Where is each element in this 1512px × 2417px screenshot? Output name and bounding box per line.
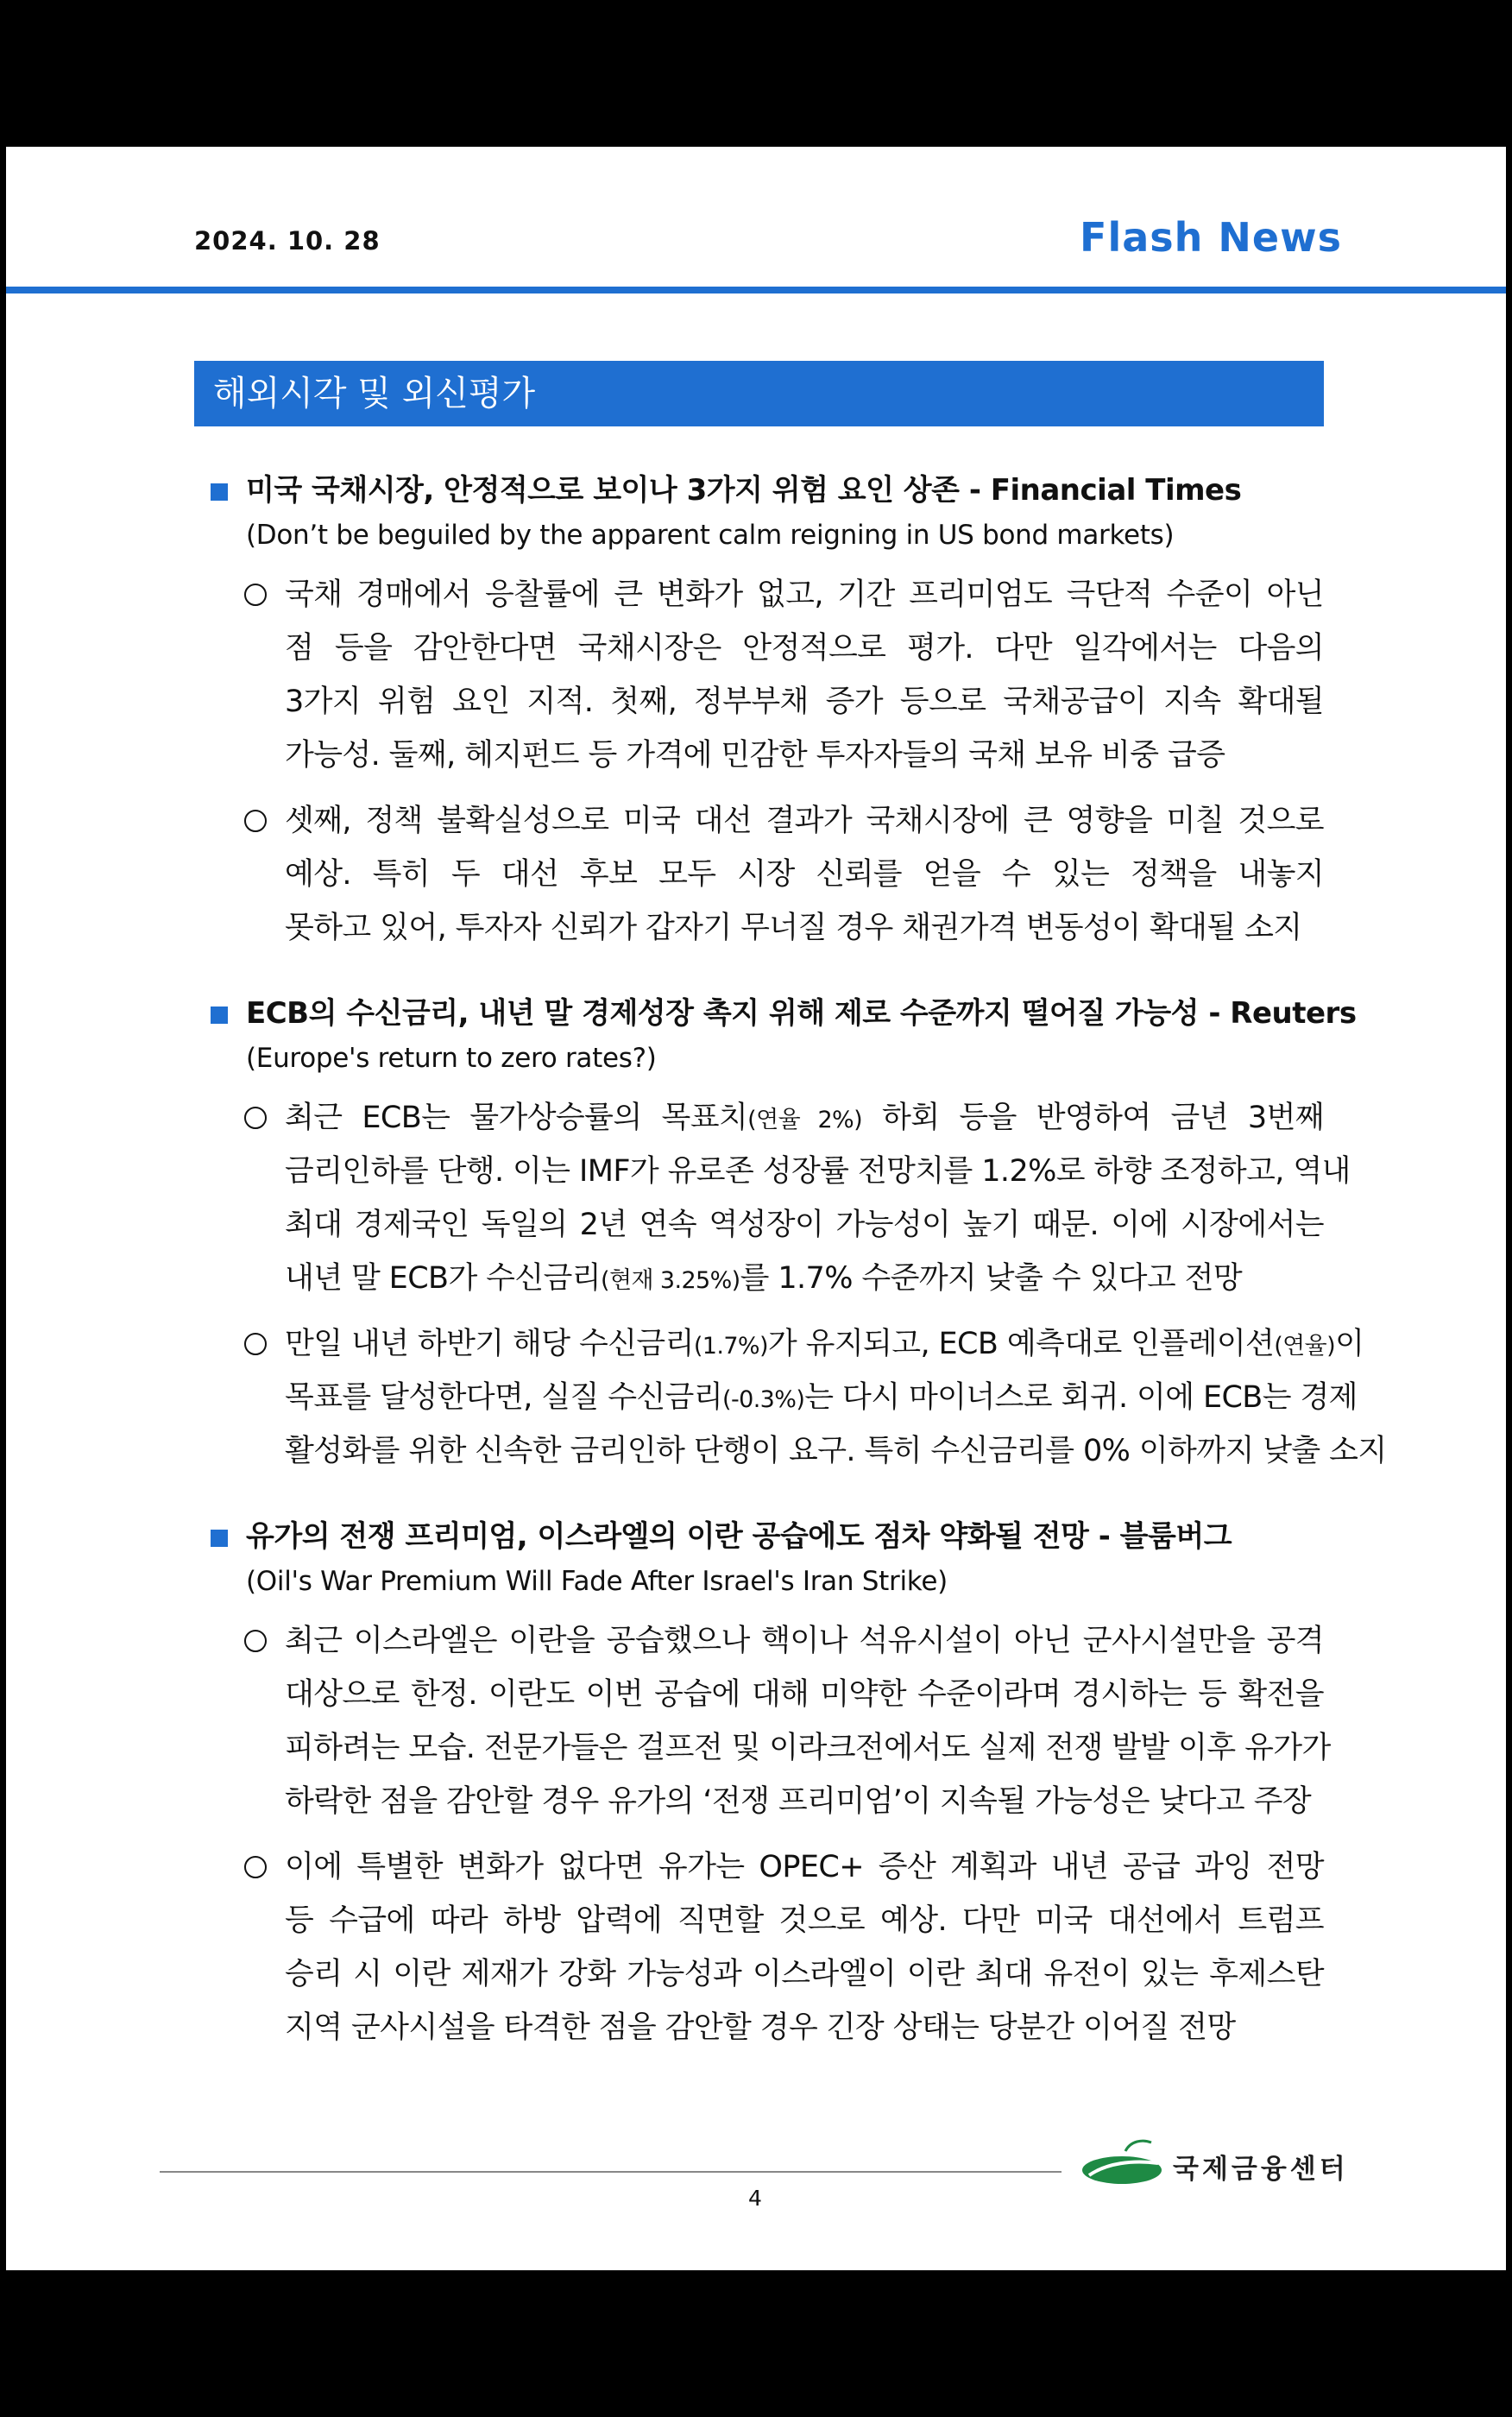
article-title-1: 미국 국채시장, 안정적으로 보이나 3가지 위험 요인 상존 - Financial Times: [246, 473, 1242, 508]
square-bullet-icon: [211, 1007, 228, 1024]
text-line: 등 수급에 따라 하방 압력에 직면할 것으로 예상. 다만 미국 대선에서 트럼프: [285, 1903, 1324, 1938]
article-1-paragraph-1: [285, 568, 1324, 782]
circle-bullet-icon: [244, 1856, 267, 1878]
circle-bullet-icon: [244, 1630, 267, 1652]
text-line: 최근 이스라엘은 이란을 공습했으나 핵이나 석유시설이 아닌 군사시설만을 공격: [285, 1624, 1324, 1658]
document-page: [6, 147, 1506, 2270]
text-line: 셋째, 정책 불확실성으로 미국 대선 결과가 국채시장에 큰 영향을 미칠 것으로: [285, 804, 1324, 838]
text-line: 가능성. 둘째, 헤지펀드 등 가격에 민감한 투자자들의 국채 보유 비중 급증: [285, 738, 1225, 773]
article-title-2: ECB의 수신금리, 내년 말 경제성장 촉지 위해 제로 수준까지 떨어질 가능성 - Reuters: [246, 996, 1357, 1031]
text-line: 금리인하를 단행. 이는 IMF가 유로존 성장률 전망치를 1.2%로 하향 조정하고, 역내: [285, 1154, 1351, 1189]
text-line: 만일 내년 하반기 해당 수신금리(1.7%)가 유지되고, ECB 예측대로 인플레이션(연율)이: [285, 1327, 1364, 1361]
text-line: 최근 ECB는 물가상승률의 목표치(연율 2%) 하회 등을 반영하여 금년 3번째: [285, 1101, 1324, 1135]
circle-bullet-icon: [244, 1333, 267, 1355]
article-3-paragraph-2: [285, 1840, 1324, 2054]
report-title: Flash News: [1080, 214, 1342, 261]
article-1-paragraph-2: [285, 794, 1324, 955]
organization-name: 국제금융센터: [1173, 2154, 1349, 2185]
text-line: 승리 시 이란 제재가 강화 가능성과 이스라엘이 이란 최대 유전이 있는 후제스탄: [285, 1957, 1324, 1991]
text-line: 하락한 점을 감안할 경우 유가의 ‘전쟁 프리미엄’이 지속될 가능성은 낮다고 주장: [285, 1784, 1312, 1819]
text-line: 피하려는 모습. 전문가들은 걸프전 및 이라크전에서도 실제 전쟁 발발 이후 유가가: [285, 1731, 1331, 1765]
footer-divider: [160, 2171, 1062, 2173]
text-line: 대상으로 한정. 이란도 이번 공습에 대해 미약한 수준이라며 경시하는 등 확전을: [285, 1677, 1324, 1712]
circle-bullet-icon: [244, 810, 267, 832]
article-subtitle-2: (Europe's return to zero rates?): [246, 1043, 657, 1074]
header-divider: [6, 287, 1506, 293]
text-line: 3가지 위험 요인 지적. 첫째, 정부부채 증가 등으로 국채공급이 지속 확대될: [285, 685, 1324, 719]
text-line: 지역 군사시설을 타격한 점을 감안할 경우 긴장 상태는 당분간 이어질 전망: [285, 2010, 1236, 2045]
page-number: 4: [748, 2186, 762, 2211]
circle-bullet-icon: [244, 1107, 267, 1129]
text-line: 점 등을 감안한다면 국채시장은 안정적으로 평가. 다만 일각에서는 다음의: [285, 631, 1324, 666]
text-line: 활성화를 위한 신속한 금리인하 단행이 요구. 특히 수신금리를 0% 이하까지 낮출 소지: [285, 1434, 1387, 1468]
text-line: 예상. 특히 두 대선 후보 모두 시장 신뢰를 얻을 수 있는 정책을 내놓지: [285, 857, 1324, 892]
report-date: 2024. 10. 28: [194, 226, 381, 256]
text-line: 내년 말 ECB가 수신금리(현재 3.25%)를 1.7% 수준까지 낮출 수 있다고 전망: [285, 1261, 1243, 1296]
article-3-paragraph-1: [285, 1614, 1331, 1828]
text-line: 최대 경제국인 독일의 2년 연속 역성장이 가능성이 높기 때문. 이에 시장에서는: [285, 1208, 1324, 1242]
article-title-3: 유가의 전쟁 프리미엄, 이스라엘의 이란 공습에도 점차 약화될 전망 - 블룸버그: [246, 1519, 1232, 1554]
text-line: 못하고 있어, 투자자 신뢰가 갑자기 무너질 경우 채권가격 변동성이 확대될 소지: [285, 911, 1302, 945]
article-2-paragraph-2: [285, 1317, 1387, 1478]
kcif-logo-icon: [1080, 2137, 1167, 2189]
text-line: 국채 경매에서 응찰률에 큰 변화가 없고, 기간 프리미엄도 극단적 수준이 아닌: [285, 577, 1324, 612]
article-2-paragraph-1: [285, 1091, 1351, 1305]
article-subtitle-3: (Oil's War Premium Will Fade After Israel's Iran Strike): [246, 1566, 948, 1597]
article-subtitle-1: (Don’t be beguiled by the apparent calm reigning in US bond markets): [246, 520, 1175, 551]
text-line: 이에 특별한 변화가 없다면 유가는 OPEC+ 증산 계획과 내년 공급 과잉 전망: [285, 1850, 1324, 1884]
square-bullet-icon: [211, 1530, 228, 1547]
text-line: 목표를 달성한다면, 실질 수신금리(-0.3%)는 다시 마이너스로 회귀. 이에 ECB는 경제: [285, 1380, 1358, 1415]
square-bullet-icon: [211, 483, 228, 501]
circle-bullet-icon: [244, 584, 267, 606]
section-title: 해외시각 및 외신평가: [194, 361, 1324, 426]
